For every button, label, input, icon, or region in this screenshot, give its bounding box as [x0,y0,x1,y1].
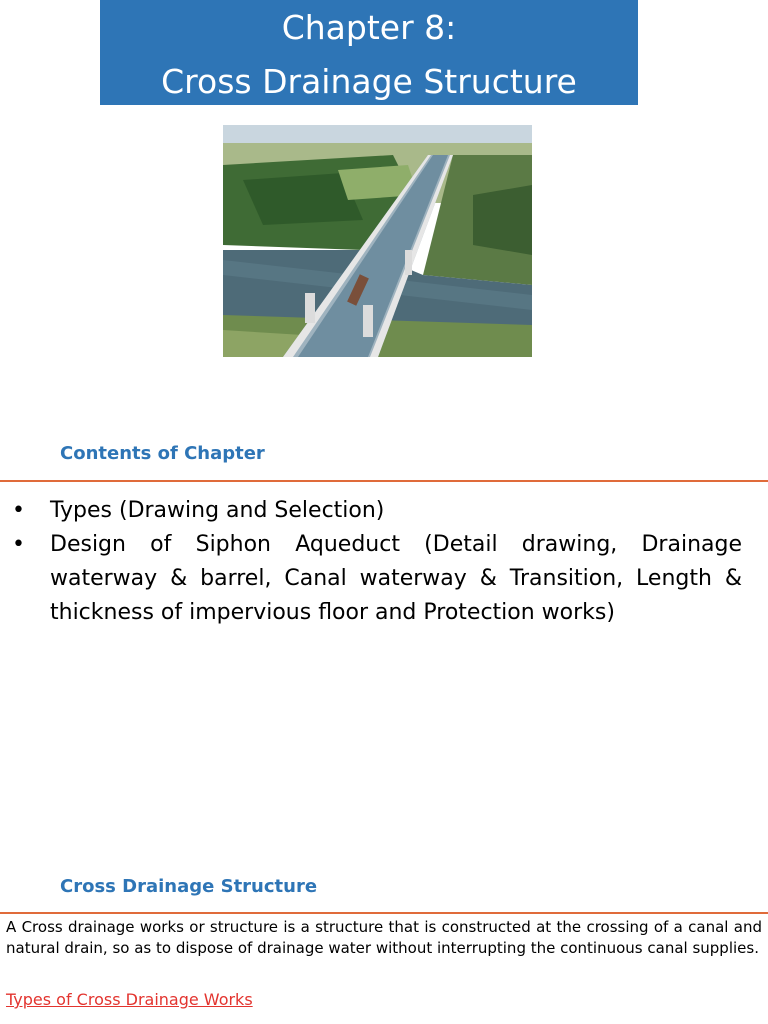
contents-item-text: Types (Drawing and Selection) [50,498,385,523]
types-link[interactable]: Types of Cross Drainage Works [6,990,253,1009]
chapter-number: Chapter 8: [281,8,457,47]
bullet-icon: • [12,532,25,557]
bullet-icon: • [12,498,25,523]
cds-heading: Cross Drainage Structure [60,876,318,897]
chapter-title: Cross Drainage Structure [161,62,577,101]
list-item [12,494,742,528]
contents-heading: Contents of Chapter [60,443,265,464]
chapter-title-banner [100,0,638,105]
cds-divider [0,912,768,914]
contents-list [12,494,742,630]
cds-definition: A Cross drainage works or structure is a structure that is constructed at the crossing of a canal and natural drain, so as to dispose of drainage water without interrupting the continuous canal supplies. [6,918,762,957]
contents-divider [0,480,768,482]
list-item [12,528,742,630]
aqueduct-photo [223,125,532,357]
contents-item-text: Design of Siphon Aqueduct (Detail drawing, Drainage waterway & barrel, Canal waterway & Transition, Length & thickness of impervious floor and Protection works) [50,532,742,625]
